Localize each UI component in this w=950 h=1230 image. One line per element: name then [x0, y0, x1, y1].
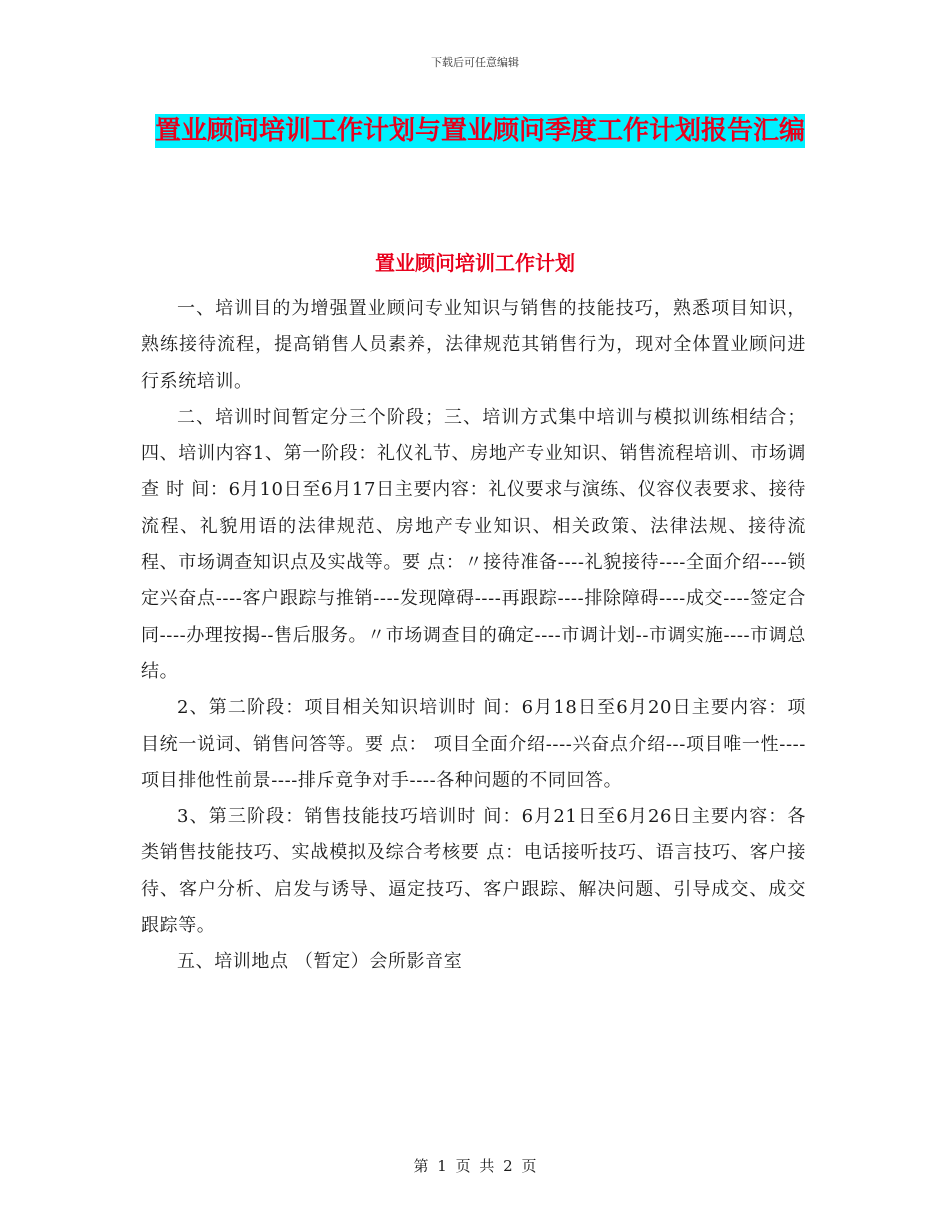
document-title-text: 置业顾问培训工作计划与置业顾问季度工作计划报告汇编: [154, 116, 805, 146]
paragraph: 2、第二阶段：项目相关知识培训时 间：6月18日至6月20日主要内容：项目统一说词、销售问答等。要 点： 项目全面介绍----兴奋点介绍---项目唯一性----项目排他性前景----排斥竟争对手----各种问题的不同回答。: [141, 697, 806, 791]
paragraph: 二、培训时间暂定分三个阶段；三、培训方式集中培训与模拟训练相结合；四、培训内容1、第一阶段：礼仪礼节、房地产专业知识、销售流程培训、市场调查 时 间：6月10日至6月17日主要内容：礼仪要求与演练、仪容仪表要求、接待流程、礼貌用语的法律规范、房地产专业知识、相关政策、法律法规、接待流程、市场调查知识点及实战等。要 点：〃接待准备----礼貌接待----全面介绍----锁定兴奋点----客户跟踪与推销----发现障碍----再跟踪----排除障碍----成交----签定合同----办理按揭--售后服务。〃市场调查目的确定----市调计划--市调实施----市调总结。: [141, 406, 806, 682]
paragraph: 3、第三阶段：销售技能技巧培训时 间：6月21日至6月26日主要内容：各类销售技能技巧、实战模拟及综合考核要 点：电话接听技巧、语言技巧、客户接待、客户分析、启发与诱导、逼定技巧、客户跟踪、解决问题、引导成交、成交跟踪等。: [141, 806, 806, 937]
page-number-footer: 第 1 页 共 2 页: [413, 1157, 537, 1175]
header-note: 下载后可任意编辑: [431, 56, 519, 69]
section-title: 置业顾问培训工作计划: [375, 251, 575, 275]
document-body: [141, 291, 806, 981]
paragraph: 一、培训目的为增强置业顾问专业知识与销售的技能技巧，熟悉项目知识，熟练接待流程，提高销售人员素养，法律规范其销售行为，现对全体置业顾问进行系统培训。: [141, 298, 806, 392]
paragraph: 五、培训地点 （暂定）会所影音室: [177, 951, 463, 973]
document-title: [140, 108, 820, 154]
